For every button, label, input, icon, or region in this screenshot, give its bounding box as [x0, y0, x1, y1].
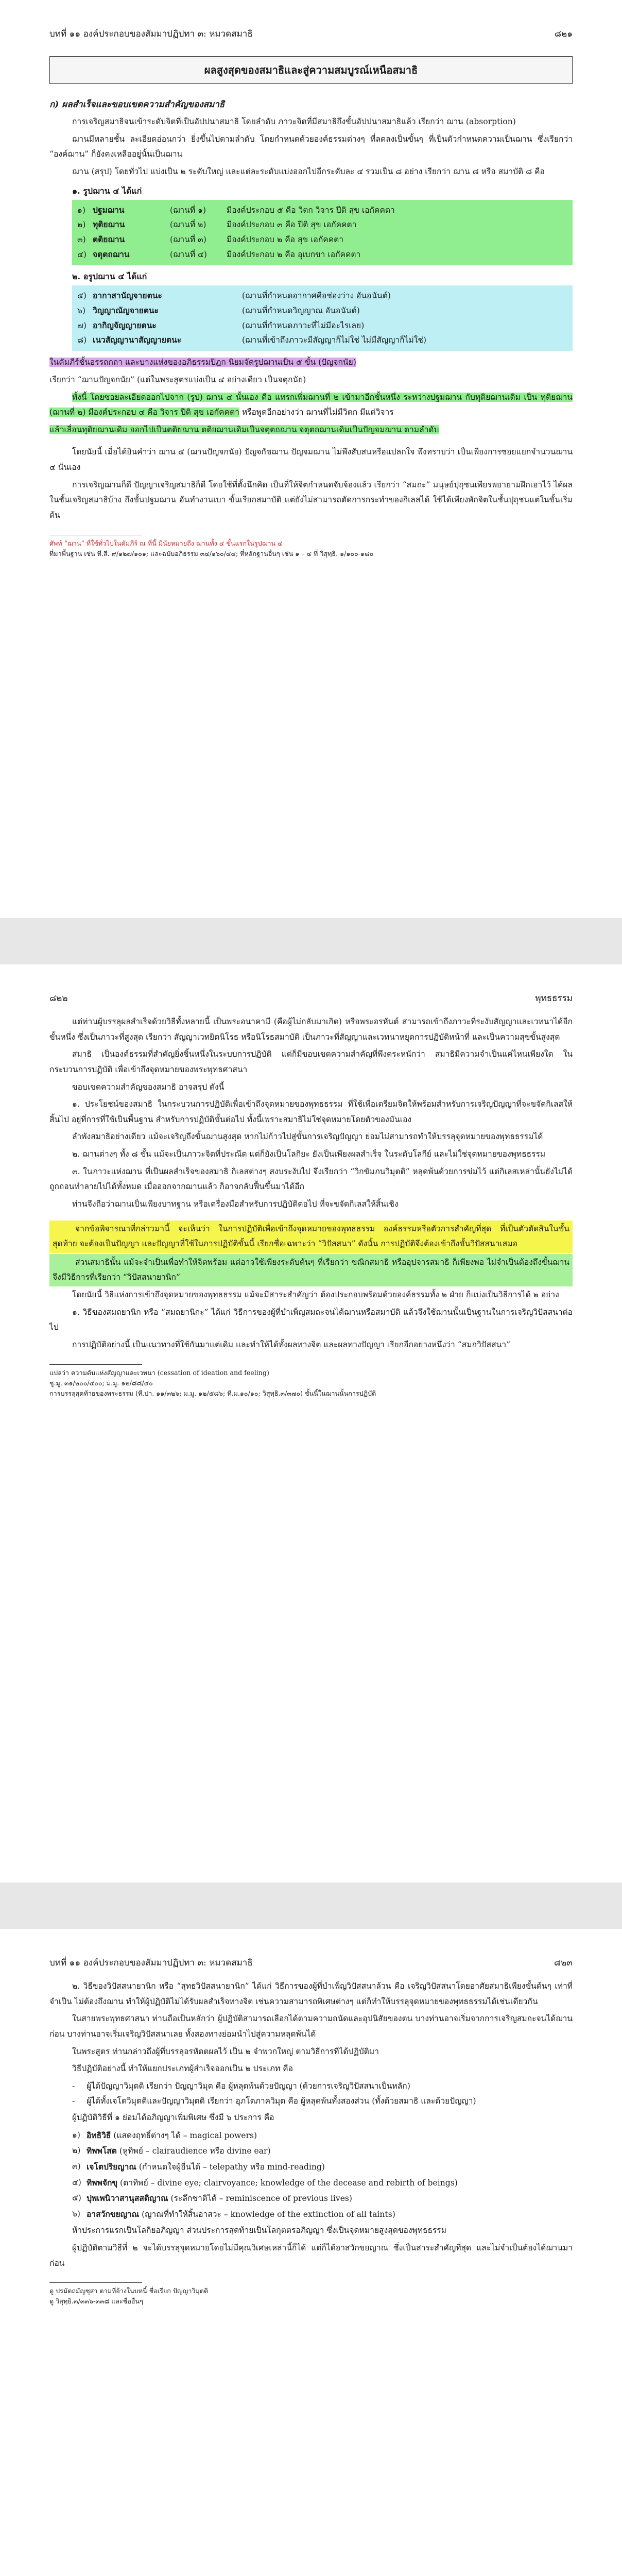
header-book: พุทธธรรม: [535, 993, 573, 1004]
highlight-green: แล้วเลื่อนทุติยฌานเดิม ออกไปเป็นตติยฌาน ตติยฌานเดิมเป็นจตุตถฌาน จตุตถฌานเดิมเป็นปัญจมฌาน ตามลำดับ: [49, 425, 439, 434]
highlight-green: ส่วนสมาธินั้น แม้จะจำเป็นเพื่อทำให้จิตพร้อม แต่อาจใช้เพียงระดับต้นๆ ที่เรียกว่า ขณิกสมาธิ หรืออุปจารสมาธิ ก็เพียงพอ ไม่จำเป็นต้องถึงขั้นฌาน จึงมีวิธีการที่เรียกว่า “วิปัสสนายานิก”: [49, 1254, 573, 1286]
arupa-list: [72, 285, 573, 351]
paragraph: ท่านจึงถือว่าฌานเป็นเพียงบาทฐาน หรือเครื่องมือสำหรับการปฏิบัติต่อไป ที่จะขจัดกิเลสให้สิ้นเชิง: [72, 1199, 399, 1209]
paragraph: [49, 355, 573, 370]
rupa-list: [72, 200, 573, 265]
paragraph: ในพระสูตร ท่านกล่าวถึงผู้ที่บรรลุอรหัตตผลไว้ เป็น ๒ จำพวกใหญ่ ตามวิธีการที่ได้ปฏิบัติมา: [72, 2046, 379, 2056]
attainment-list: [72, 2079, 573, 2109]
paragraph: ๒. ฌานต่างๆ ทั้ง ๘ ขั้น แม้จะเป็นภาวะจิตที่ประณีต แต่ก็ยังเป็นโลกิยะ ยังเป็นเพียงผลสำเร็จ ในระดับโลกีย์ และไม่ใช่จุดหมายของพุทธธรรม: [72, 1149, 546, 1159]
page-header: [49, 1929, 573, 1974]
list-item: ๓) เจโตปริยญาณ (กำหนดใจผู้อื่นได้ – telepathy หรือ mind-reading): [72, 2161, 325, 2172]
rupa-heading: ๑. รูปฌาน ๔ ได้แก่: [72, 185, 142, 196]
page-number: ๘๒๓: [554, 1958, 573, 1968]
footnote: ชู.มู. ๓๑/๒๐๐/๔๐๐; ม.มู. ๑๒/๘๘/๕๐: [49, 1379, 153, 1387]
arupa-heading: ๒. อรูปฌาน ๔ ได้แก่: [72, 271, 147, 281]
footnote: ที่มาพื้นฐาน เช่น ที.สี. ๙/๑๒๗/๑๐๑; และฉบับอภิธรรม ๓๔/๑๖๐/๔๔; ที่หลักฐานอื่นๆ เช่น ๑ – ๔ ที่ วิสุทฺธิ. ๑/๑๐๐-๑๘๐: [49, 549, 374, 557]
paragraph: เรียกว่า “ฌานปัญจกนัย” (แต่ในพระสูตรแบ่งเป็น ๔ อย่างเดียว เป็นจตุกนัย): [49, 375, 306, 384]
paragraph: การเจริญสมาธิจนเข้าระดับจิตที่เป็นอัปปนาสมาธิ โดยลำดับ ภาวะจิตที่มีสมาธิถึงขั้นอัปปนาสมาธิแล้ว เรียกว่า ฌาน (absorption): [72, 117, 516, 126]
page-823: [0, 1929, 622, 2576]
footnote: ดู ปรมัตถมัญชุสา ตามที่อ้างในบทนี้ ชื่อเรียก ปัญญาวิมุตติ: [49, 2287, 209, 2295]
paragraph: ทั้งนี้ โดยซอยละเอียดออกไปจาก (รูป) ฌาน ๔ นั้นเอง คือ แทรกเพิ่มฌานที่ ๒ เข้ามาอีกชั้นหนึ่ง ระหว่างปฐมฌาน กับทุติยฌานเดิม เป็น ทุติยฌาน (ฌานที่ ๒) มีองค์ประกอบ ๔ คือ วิจาร ปีติ สุข เอกัคคตา หรือพูดอีกอย่างว่า ฌานที่ไม่มีวิตก มีแต่วิจาร: [49, 392, 573, 417]
list-item: ๓) ตติยฌาน (ฌานที่ ๓) มีองค์ประกอบ ๒ คือ สุข เอกัคคตา: [77, 234, 344, 245]
paragraph: แต่ท่านผู้บรรลุผลสำเร็จด้วยวิธีทั้งหลายนี้ เป็นพระอนาคามี (คือผู้ไม่กลับมาเกิด) หรือพระอรหันต์ สามารถเข้าถึงภาวะที่ระงับสัญญาและเวทนาได้อีกขั้นหนึ่ง ซึ่งเป็นภาวะที่สูงสุด เรียกว่า สัญญาเวทยิตนิโรธ หรือนิโรธสมาบัติ เป็นภาวะที่สัญญาและเวทนาหยุดการปฏิบัติหน้าที่ และเป็นความสุขขั้นสูงสุด: [49, 1017, 573, 1042]
paragraph: ผู้ปฏิบัติตามวิธีที่ ๒ จะได้บรรลุจุดหมายโดยไม่มีคุณวิเศษเหล่านี้ก็ได้ แต่ก็ได้อาสวักขยญาณ ซึ่งเป็นสาระสำคัญที่สุด และไม่จำเป็นต้องได้ฌานมาก่อน: [49, 2243, 573, 2268]
footnote: ดู วิสุทฺธิ.๓/๓๓๖-๓๓๘ และชื่ออื่นๆ: [49, 2297, 143, 2306]
list-item: ๑) ปฐมฌาน (ฌานที่ ๑) มีองค์ประกอบ ๕ คือ วิตก วิจาร ปีติ สุข เอกัคคตา: [77, 205, 395, 215]
list-item: ๖) วิญญาณัญจายตนะ (ฌานที่กำหนดวิญญาณ อันอนันต์): [77, 305, 360, 315]
list-item: ๔) จตุตถฌาน (ฌานที่ ๔) มีองค์ประกอบ ๒ คือ อุเบกขา เอกัคคตา: [77, 249, 361, 260]
highlight-green: ทั้งนี้ โดยซอยละเอียดออกไปจาก (รูป) ฌาน ๔ นั้นเอง คือ แทรกเพิ่มฌานที่ ๒ เข้ามาอีกชั้นหนึ่ง ระหว่างปฐมฌาน กับทุติยฌานเดิม เป็น ทุติยฌาน (ฌานที่ ๒) มีองค์ประกอบ ๔ คือ วิจาร ปีติ สุข เอกัคคตา: [49, 392, 573, 417]
paragraph: ๓. ในภาวะแห่งฌาน ที่เป็นผลสำเร็จของสมาธิ กิเลสต่างๆ สงบระงับไป จึงเรียกว่า “วิกขัมภนวิมุตติ” หลุดพ้นด้วยการข่มไว้ แต่กิเลสเหล่านั้นยังไม่ได้ถูกถอนทำลายไปได้ทั้งหมด เมื่อออกจากฌานแล้ว ก็อาจกลับฟื้นขึ้นมาได้อีก: [49, 1166, 573, 1192]
list-item: ๖) อาสวักขยญาณ (ญาณที่ทำให้สิ้นอาสวะ – knowledge of the extinction of all taints): [72, 2209, 395, 2219]
header-chapter: บทที่ ๑๑ องค์ประกอบของสัมมาปฏิปทา ๓: หมวดสมาธิ: [49, 1958, 253, 1968]
paragraph: [49, 422, 573, 438]
page-header: [49, 964, 573, 1009]
page-822: [0, 964, 622, 1883]
paragraph: วิธีปฏิบัติอย่างนี้ ทำให้แยกประเภทผู้สำเร็จออกเป็น ๒ ประเภท คือ: [72, 2064, 293, 2074]
paragraph: ๑. วิธีของสมถยานิก หรือ “สมถยานิกะ” ได้แก่ วิธีการของผู้ที่บำเพ็ญสมถะจนได้ฌานหรือสมาบัติ แล้วจึงใช้ฌานนั้นเป็นฐานในการเจริญวิปัสสนาต่อไป: [49, 1307, 573, 1332]
list-item: ๘) เนวสัญญานาสัญญายตนะ (ฌานที่เข้าถึงภาวะมีสัญญาก็ไม่ใช่ ไม่มีสัญญาก็ไม่ใช่): [77, 335, 427, 345]
list-item: ๕) อากาสานัญจายตนะ (ฌานที่กำหนดอากาศคือช่องว่าง อันอนันต์): [77, 290, 391, 300]
list-item: ๒) ทิพพโสต (หูทิพย์ – clairaudience หรือ divine ear): [72, 2146, 271, 2156]
highlight-purple: ในคัมภีร์ชั้นอรรถกถา และบางแห่งของอภิธรรมปิฎก นิยมจัดรูปฌานเป็น ๕ ขั้น (ปัญจกนัย): [49, 358, 356, 367]
subheading: ก) ผลสำเร็จและขอบเขตความสำคัญของสมาธิ: [49, 99, 225, 110]
paragraph: ฌานมีหลายชั้น ละเอียดอ่อนกว่า ยิ่งขึ้นไปตามลำดับ โดยกำหนดด้วยองค์ธรรมต่างๆ ที่ลดลงเป็นขั้นๆ ที่เป็นตัวกำหนดความเป็นฌาน ซึ่งเรียกว่า “องค์ฌาน” ก็ยังคงเหลืออยู่นั้นเป็นฌาน: [49, 134, 573, 159]
list-item: ๑) อิทธิวิธี (แสดงฤทธิ์ต่างๆ ได้ – magical powers): [72, 2130, 257, 2140]
paragraph: ฌาน (สรุป) โดยทั่วไป แบ่งเป็น ๒ ระดับใหญ่ และแต่ละระดับแบ่งออกไปอีกระดับละ ๔ รวมเป็น ๘ อย่าง เรียกว่า ฌาน ๘ หรือ สมาบัติ ๘ คือ: [72, 166, 545, 176]
paragraph: สมาธิ เป็นองค์ธรรมที่สำคัญยิ่งชิ้นหนึ่งในระบบการปฏิบัติ แต่ก็มีขอบเขตความสำคัญที่พึงตระหนักว่า สมาธิมีความจำเป็นแค่ไหนเพียงใด ในกระบวนการปฏิบัติ เพื่อเข้าถึงจุดหมายของพระพุทธศาสนา: [49, 1049, 573, 1074]
paragraph: โดยนัยนี้ เมื่อได้ยินคำว่า ฌาน ๕ (ฌานปัญจกนัย) ปัญจกัชฌาน ปัญจมฌาน ไม่พึงสับสนหรือแปลกใจ พึงทราบว่า เป็นเพียงการซอยแยกจำนวนฌาน ๔ นั่นเอง: [49, 447, 573, 472]
list-item: ๔) ทิพพจักขุ (ตาทิพย์ – divine eye; clairvoyance; knowledge of the decease and rebirth of beings): [72, 2177, 458, 2188]
list-item: - ผู้ได้ทั้งเจโตวิมุตติและปัญญาวิมุตติ เรียกว่า อุภโตภาควิมุต คือ ผู้หลุดพ้นทั้งสองส่วน (ทั้งด้วยสมาธิ และด้วยปัญญา): [72, 2096, 476, 2106]
paragraph: ๒. วิธีของวิปัสสนายานิก หรือ “สุทธวิปัสสนายานิก” ได้แก่ วิธีการของผู้ที่บำเพ็ญวิปัสสนาล้วน คือ เจริญวิปัสสนาโดยอาศัยสมาธิเพียงขั้นต้นๆ เท่าที่จำเป็น ไม่ต้องถึงฌาน ทำให้ผู้ปฏิบัติไม่ได้รับผลสำเร็จทางจิต เช่นความสามารถพิเศษต่างๆ แต่ก็ทำให้บรรลุจุดหมายของพุทธธรรมได้เช่นเดียวกัน: [49, 1981, 573, 2006]
page-821: [0, 0, 622, 918]
footnote: การบรรลุสุดท้ายของพระธรรม (ที.ปา. ๑๑/๓๒๖; ม.มู. ๑๒/๕๘๖; ที.ม.๑๐/๑๐; วิสุทฺธิ.๓/๓๗๐) ชั้นนี้ในฌานนั้นการปฏิบัติ: [49, 1389, 376, 1397]
paragraph: การปฏิบัติอย่างนี้ เป็นแนวทางที่ใช้กันมาแต่เดิม และทำให้ได้ทั้งผลทางจิต และผลทางปัญญา เรียกอีกอย่างหนึ่งว่า “สมถวิปัสสนา”: [72, 1340, 511, 1349]
list-item: ๗) อากิญจัญญายตนะ (ฌานที่กำหนดภาวะที่ไม่มีอะไรเลย): [77, 320, 365, 330]
page-number: ๘๒๒: [49, 993, 68, 1004]
list-item: - ผู้ได้ปัญญาวิมุตติ เรียกว่า ปัญญาวิมุต คือ ผู้หลุดพ้นด้วยปัญญา (ด้วยการเจริญวิปัสสนาเป็นหลัก): [72, 2081, 410, 2091]
list-item: ๒) ทุติยฌาน (ฌานที่ ๒) มีองค์ประกอบ ๓ คือ ปีติ สุข เอกัคคตา: [77, 219, 357, 230]
paragraph: ขอบเขตความสำคัญของสมาธิ อาจสรุป ดังนี้: [72, 1082, 224, 1092]
paragraph: ๑. ประโยชน์ของสมาธิ ในกระบวนการปฏิบัติเพื่อเข้าถึงจุดหมายของพุทธธรรม ที่ใช้เพื่อเตรียมจิตให้พร้อมสำหรับการเจริญปัญญาที่จะขจัดกิเลสให้สิ้นไป อยู่ที่การที่ใช้เป็นพื้นฐาน สำหรับการปฏิบัติขั้นต่อไป ทั้งนี้เพราะสมาธิไม่ใช่จุดหมายโดยตัวของมันเอง: [49, 1099, 573, 1124]
abhinna-list: [72, 2128, 573, 2223]
list-item: ๕) ปุพเพนิวาสานุสสติญาณ (ระลึกชาติได้ – reminiscence of previous lives): [72, 2193, 353, 2204]
paragraph: การเจริญฌานก็ดี ปัญญาเจริญสมาธิก็ดี โดยใช้ที่ตั้งนึกคิด เป็นที่ให้จิตกำหนดจับจ้องแล้ว เรียกว่า “สมถะ” มนุษย์ปุถุชนเพียรพยายามฝึกเอาไว้ ได้ผลในชั้นเจริญสมาธิบ้าง ถึงขั้นปฐมฌาน อันทำงานเบา ขั้นเรียกสมาบัติ แต่ยังไม่สามารถตัดการกระทำของกิเลสได้ ใช้ได้เพียงพักจิตในชั้นปุถุชนแต่ในขั้นเริ่มต้น: [49, 480, 573, 520]
paragraph: ห้าประการแรกเป็นโลกิยอภิญญา ส่วนประการสุดท้ายเป็นโลกุตตรอภิญญา ซึ่งเป็นจุดหมายสูงสุดของพุทธธรรม: [72, 2226, 447, 2235]
section-title: ผลสูงสุดของสมาธิและสู่ความสมบูรณ์เหนือสมาธิ: [49, 56, 573, 84]
footnote-divider: [49, 2282, 142, 2283]
footnote: แปลว่า ความดับแห่งสัญญาและเวทนา (cessation of ideation and feeling): [49, 1368, 269, 1377]
header-chapter: บทที่ ๑๑ องค์ประกอบของสัมมาปฏิปทา ๓: หมวดสมาธิ: [49, 29, 253, 39]
page-header: [49, 0, 573, 45]
paragraph: โดยนัยนี้ วิธีแห่งการเข้าถึงจุดหมายของพุทธธรรม แม้จะมีสาระสำคัญว่า ต้องประกอบพร้อมด้วยองค์ธรรมทั้ง ๒ ฝ่าย ก็แบ่งเป็นวิธีการได้ ๒ อย่าง: [72, 1290, 559, 1299]
page-number: ๘๒๑: [554, 29, 573, 39]
footnote: ศัพท์ “ฌาน” ที่ใช้ทั่วไปในคัมภีร์ ณ ที่นี้ มีนัยหมายถึง ฌานทั้ง ๔ ขั้นแรกในรูปฌาน ๔: [49, 539, 283, 547]
paragraph: ผู้ปฏิบัติวิธีที่ ๑ ย่อมได้อภิญญาเพิ่มพิเศษ ซึ่งมี ๖ ประการ คือ: [72, 2113, 274, 2122]
highlight-yellow: จากข้อพิจารณาที่กล่าวมานี้ จะเห็นว่า ในการปฏิบัติเพื่อเข้าถึงจุดหมายของพุทธธรรม องค์ธรรมหรือตัวการสำคัญที่สุด ที่เป็นตัวตัดสินในขั้นสุดท้าย จะต้องเป็นปัญญา และปัญญาที่ใช้ในการปฏิบัติขั้นนี้ เรียกชื่อเฉพาะว่า “วิปัสสนา” ดังนั้น การปฏิบัติจึงต้องเข้าถึงขั้นวิปัสสนาเสมอ: [49, 1221, 573, 1253]
paragraph: ในสายพระพุทธศาสนา ท่านถือเป็นหลักว่า ผู้ปฏิบัติสามารถเลือกได้ตามความถนัดและอุปนิสัยของตน บางท่านอาจเริ่มจากการเจริญสมถะจนได้ฌานก่อน บางท่านอาจเริ่มเจริญวิปัสสนาเลย ทั้งสองทางย่อมนำไปสู่ความหลุดพ้นได้: [49, 2014, 573, 2039]
paragraph: ลำพังสมาธิอย่างเดียว แม้จะเจริญถึงขั้นฌานสูงสุด หากไม่ก้าวไปสู่ขั้นการเจริญปัญญา ย่อมไม่สามารถทำให้บรรลุจุดหมายของพุทธธรรมได้: [72, 1132, 543, 1142]
footnote-divider: [49, 1364, 142, 1365]
